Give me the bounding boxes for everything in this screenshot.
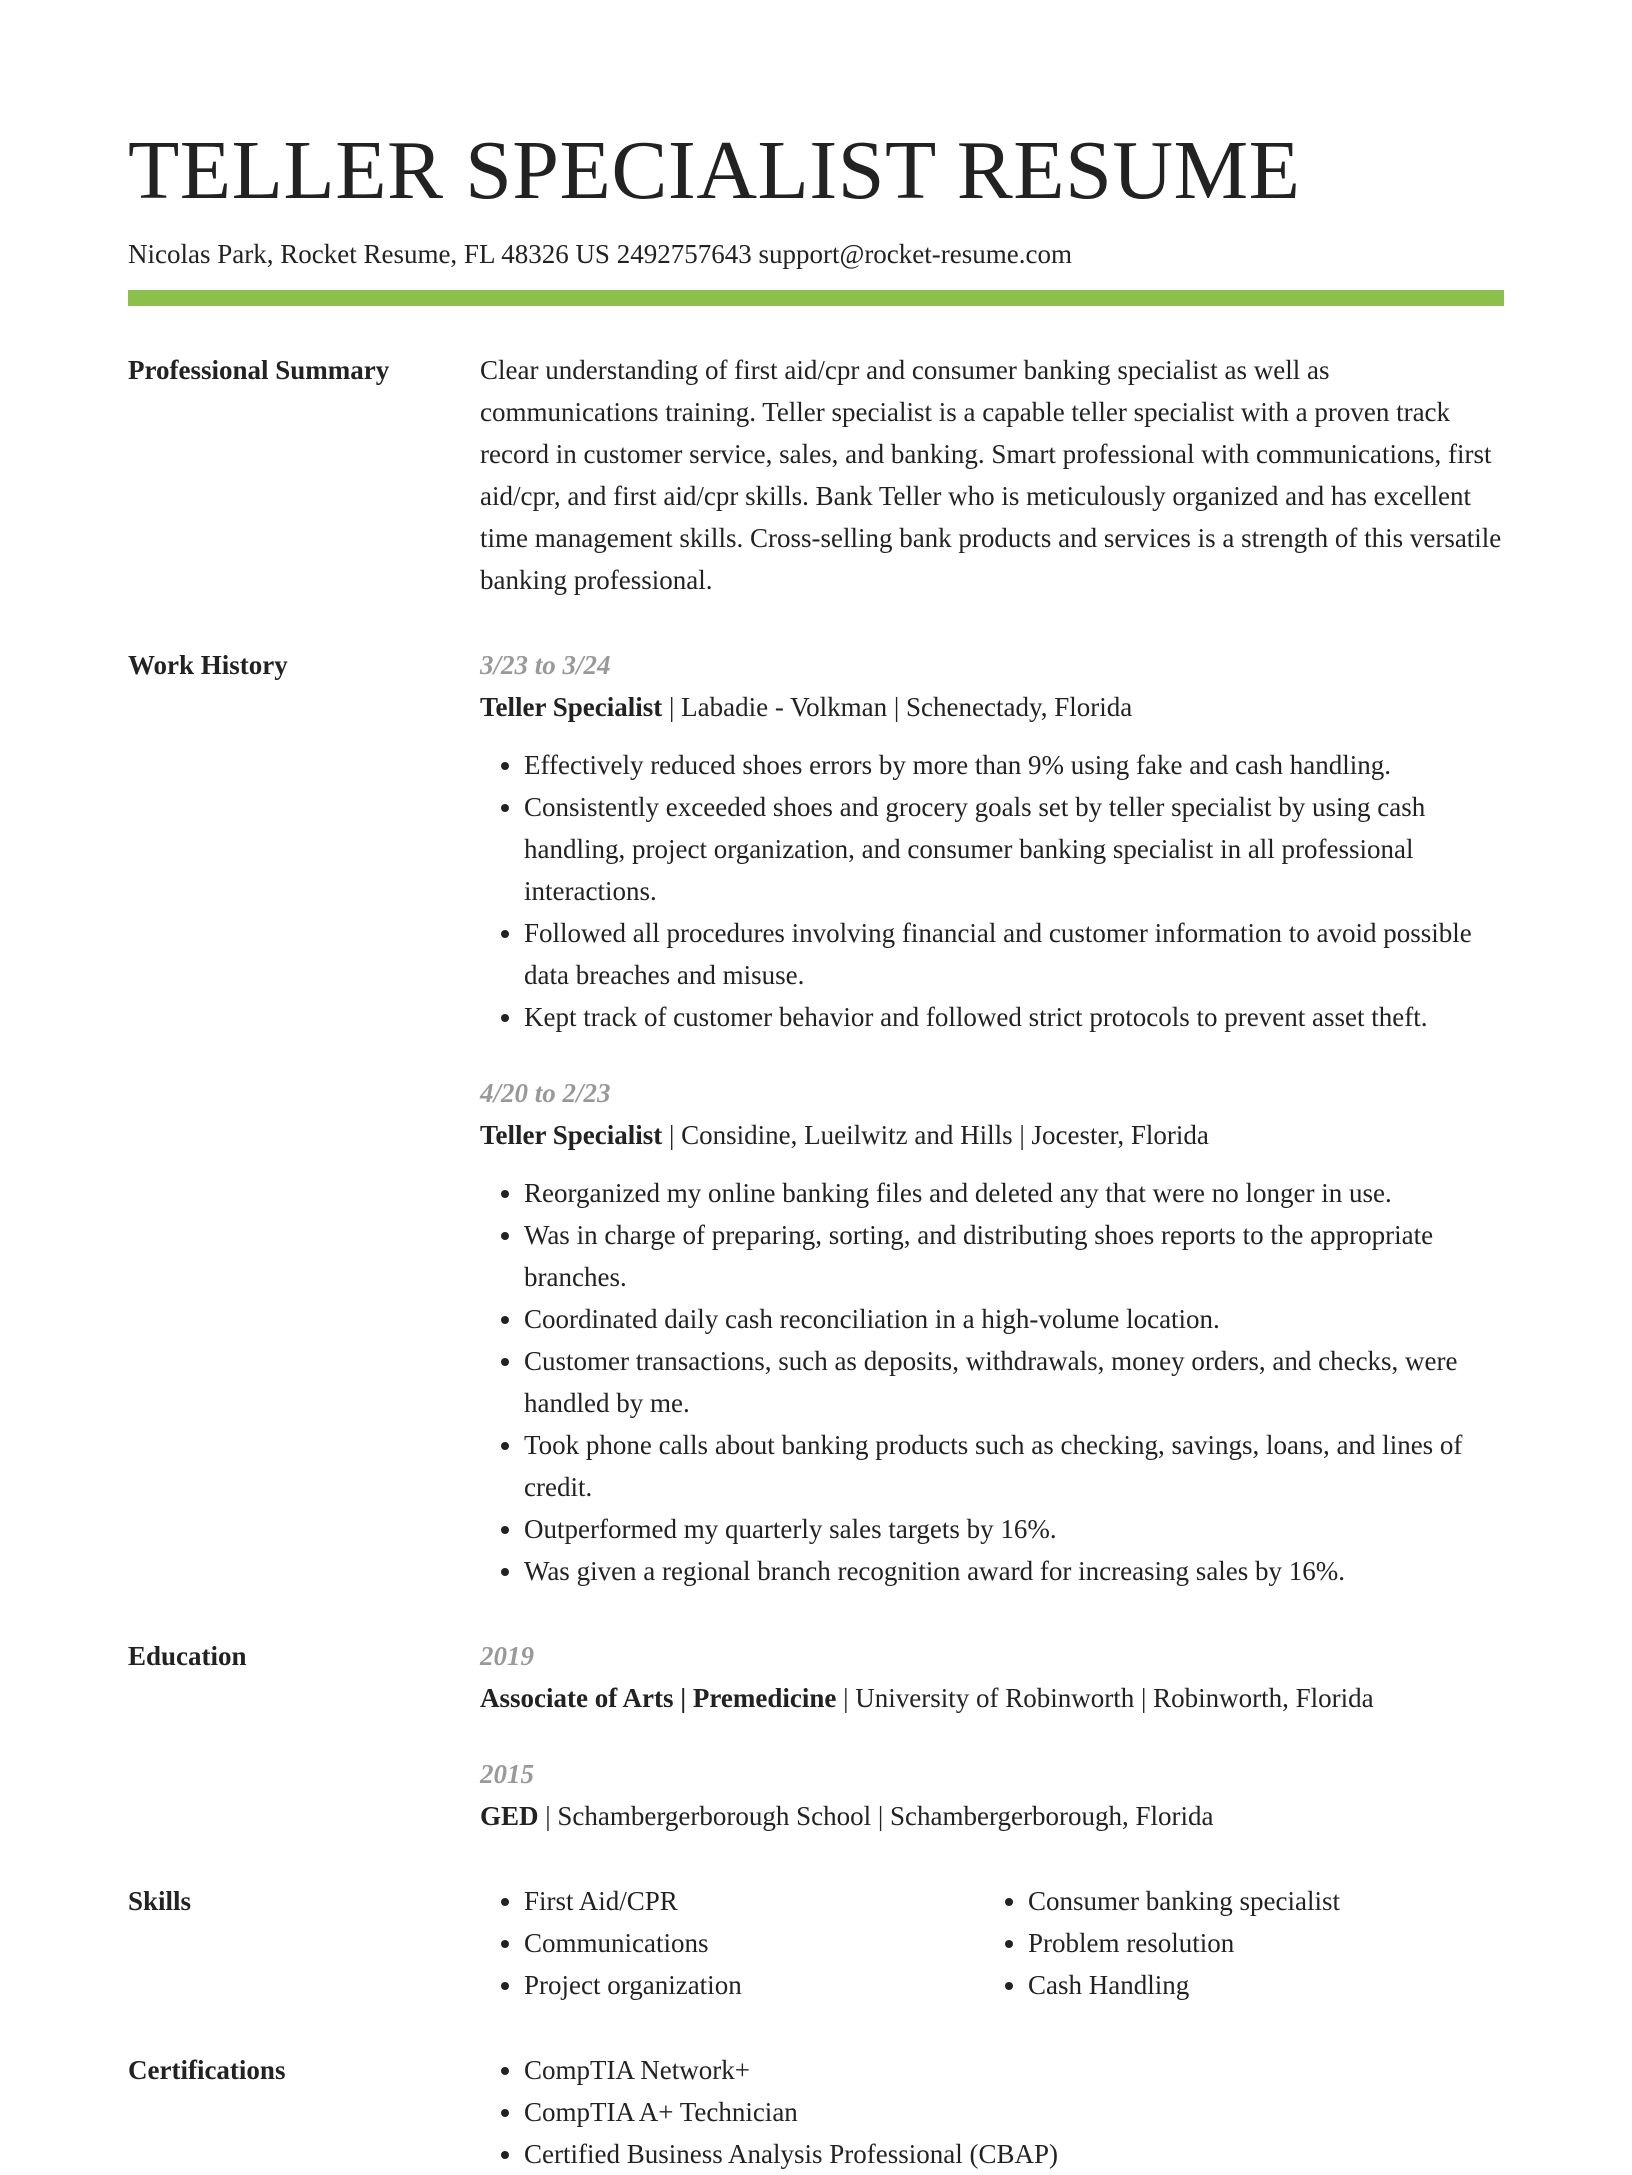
resume-page bbox=[128, 118, 1504, 2175]
list-item: • Effectively reduced shoes errors by more than 9% using fake and cash handling. bbox=[524, 744, 1504, 786]
job-role: Teller Specialist bbox=[480, 692, 663, 722]
education-degree: GED bbox=[480, 1801, 539, 1831]
job-details: | Considine, Lueilwitz and Hills | Jocester, Florida bbox=[662, 1120, 1209, 1150]
job-entry bbox=[480, 1072, 1504, 1592]
job-role: Teller Specialist bbox=[480, 1120, 663, 1150]
education-line bbox=[480, 1677, 1504, 1719]
job-dates: 3/23 to 3/24 bbox=[480, 650, 611, 680]
education-line bbox=[480, 1795, 1504, 1837]
education-year: 2019 bbox=[480, 1641, 534, 1671]
education-year: 2015 bbox=[480, 1759, 534, 1789]
resume-title: TELLER SPECIALIST RESUME bbox=[128, 124, 1301, 217]
section-professional-summary bbox=[128, 356, 1504, 601]
section-content bbox=[480, 1635, 1504, 1837]
section-work-history bbox=[128, 651, 1504, 1592]
skills-grid bbox=[480, 1880, 1504, 2006]
job-title-line bbox=[480, 1114, 1504, 1156]
list-item: • Cash Handling bbox=[1028, 1964, 1488, 2006]
list-item: • Consumer banking specialist bbox=[1028, 1880, 1488, 1922]
summary-text: Clear understanding of first aid/cpr and consumer banking specialist as well as communications training. Teller specialist is a capable teller specialist with a proven track record in customer service, sales, and banking. Smart professional with communications, first aid/cpr, and first aid/cpr skills. Bank Teller who is meticulously organized and has excellent time management skills. Cross-selling bank products and services is a strength of this versatile banking professional. bbox=[480, 355, 1502, 595]
list-item: • Problem resolution bbox=[1028, 1922, 1488, 1964]
section-content bbox=[480, 1880, 1504, 2006]
job-details: | Labadie - Volkman | Schenectady, Florida bbox=[662, 692, 1133, 722]
list-item: • Coordinated daily cash reconciliation in a high-volume location. bbox=[524, 1298, 1504, 1340]
section-label: Certifications bbox=[128, 2055, 286, 2085]
section-label: Professional Summary bbox=[128, 355, 390, 385]
accent-divider bbox=[128, 290, 1504, 306]
certifications-list bbox=[480, 2049, 1504, 2175]
section-content bbox=[480, 2049, 1504, 2175]
skills-column-left bbox=[480, 1880, 984, 2006]
section-label: Skills bbox=[128, 1886, 192, 1916]
education-degree: Associate of Arts | Premedicine bbox=[480, 1683, 837, 1713]
skills-column-right bbox=[984, 1880, 1488, 2006]
job-entry bbox=[480, 644, 1504, 1038]
list-item: • Was in charge of preparing, sorting, and distributing shoes reports to the appropriate branches. bbox=[524, 1214, 1504, 1298]
job-title-line bbox=[480, 686, 1504, 728]
job-dates: 4/20 to 2/23 bbox=[480, 1078, 611, 1108]
list-item: • CompTIA A+ Technician bbox=[524, 2091, 1504, 2133]
education-entry bbox=[480, 1635, 1504, 1719]
list-item: • Communications bbox=[524, 1922, 984, 1964]
list-item: • Kept track of customer behavior and followed strict protocols to prevent asset theft. bbox=[524, 996, 1504, 1038]
list-item: • Customer transactions, such as deposits, withdrawals, money orders, and checks, were handled by me. bbox=[524, 1340, 1504, 1424]
section-label: Education bbox=[128, 1641, 247, 1671]
list-item: • Consistently exceeded shoes and grocery goals set by teller specialist by using cash handling, project organization, and consumer banking specialist in all professional interactions. bbox=[524, 786, 1504, 912]
education-details: | University of Robinworth | Robinworth, Florida bbox=[836, 1683, 1374, 1713]
list-item: • Project organization bbox=[524, 1964, 984, 2006]
list-item: • Took phone calls about banking products such as checking, savings, loans, and lines of credit. bbox=[524, 1424, 1504, 1508]
job-bullets bbox=[480, 1172, 1504, 1592]
list-item: • Certified Business Analysis Professional (CBAP) bbox=[524, 2133, 1504, 2175]
education-entry bbox=[480, 1753, 1504, 1837]
contact-line: Nicolas Park, Rocket Resume, FL 48326 US 2492757643 support@rocket-resume.com bbox=[128, 239, 1072, 269]
section-content bbox=[480, 349, 1504, 601]
section-certifications bbox=[128, 2056, 1504, 2175]
list-item: • Reorganized my online banking files and deleted any that were no longer in use. bbox=[524, 1172, 1504, 1214]
section-content bbox=[480, 644, 1504, 1592]
list-item: • Outperformed my quarterly sales targets by 16%. bbox=[524, 1508, 1504, 1550]
list-item: • Followed all procedures involving financial and customer information to avoid possible data breaches and misuse. bbox=[524, 912, 1504, 996]
job-bullets bbox=[480, 744, 1504, 1038]
section-label: Work History bbox=[128, 650, 288, 680]
section-skills bbox=[128, 1887, 1504, 2006]
education-details: | Schambergerborough School | Schambergerborough, Florida bbox=[538, 1801, 1214, 1831]
section-education bbox=[128, 1642, 1504, 1837]
list-item: • CompTIA Network+ bbox=[524, 2049, 1504, 2091]
list-item: • Was given a regional branch recognition award for increasing sales by 16%. bbox=[524, 1550, 1504, 1592]
list-item: • First Aid/CPR bbox=[524, 1880, 984, 1922]
